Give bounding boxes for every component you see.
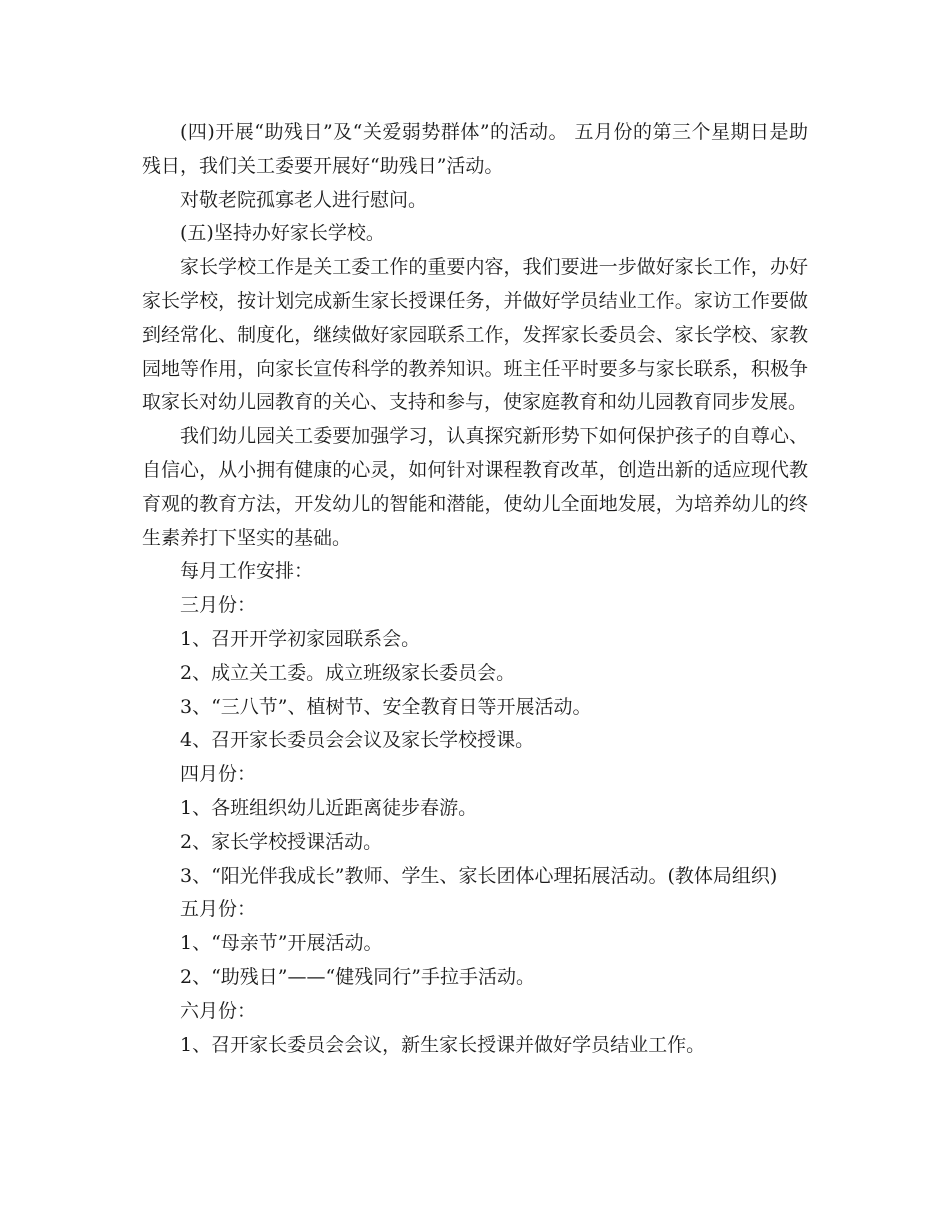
list-item: 1、各班组织幼儿近距离徒步春游。 — [180, 796, 478, 819]
list-item: 2、成立关工委。成立班级家长委员会。 — [180, 661, 516, 684]
paragraph: 对敬老院孤寡老人进行慰问。 — [180, 188, 428, 211]
paragraph: 三月份： — [180, 594, 257, 617]
paragraph: 每月工作安排： — [180, 560, 314, 583]
paragraph: (五)坚持办好家长学校。 — [180, 222, 385, 245]
list-item: 3、“阳光伴我成长”教师、学生、家长团体心理拓展活动。(教体局组织) — [180, 864, 778, 887]
paragraph: (四)开展“助残日”及“关爱弱势群体”的活动。 五月份的第三个星期日是助残日，我们关工委要开展好“助残日”活动。 — [142, 121, 808, 177]
list-item: 3、“三八节”、植树节、安全教育日等开展活动。 — [180, 695, 592, 718]
document-body — [142, 116, 808, 1062]
paragraph: 四月份： — [180, 763, 257, 786]
list-item: 2、家长学校授课活动。 — [180, 830, 383, 853]
list-item: 2、“助残日”——“健残同行”手拉手活动。 — [180, 965, 535, 988]
paragraph: 家长学校工作是关工委工作的重要内容，我们要进一步做好家长工作，办好家长学校，按计划完成新生家长授课任务，并做好学员结业工作。家访工作要做到经常化、制度化，继续做好家园联系工作，发挥家长委员会、家长学校、家教园地等作用，向家长宣传科学的教养知识。班主任平时要多与家长联系，积极争取家长对幼儿园教育的关心、支持和参与，使家庭教育和幼儿园教育同步发展。 — [142, 256, 808, 414]
paragraph: 六月份： — [180, 999, 257, 1022]
paragraph: 五月份： — [180, 898, 257, 921]
list-item: 1、召开开学初家园联系会。 — [180, 627, 421, 650]
paragraph: 我们幼儿园关工委要加强学习，认真探究新形势下如何保护孩子的自尊心、自信心，从小拥有健康的心灵，如何针对课程教育改革，创造出新的适应现代教育观的教育方法，开发幼儿的智能和潜能，使幼儿全面地发展，为培养幼儿的终生素养打下坚实的基础。 — [142, 425, 808, 549]
list-item: 1、“母亲节”开展活动。 — [180, 932, 383, 955]
list-item: 1、召开家长委员会会议，新生家长授课并做好学员结业工作。 — [180, 1033, 706, 1056]
list-item: 4、召开家长委员会会议及家长学校授课。 — [180, 729, 535, 752]
